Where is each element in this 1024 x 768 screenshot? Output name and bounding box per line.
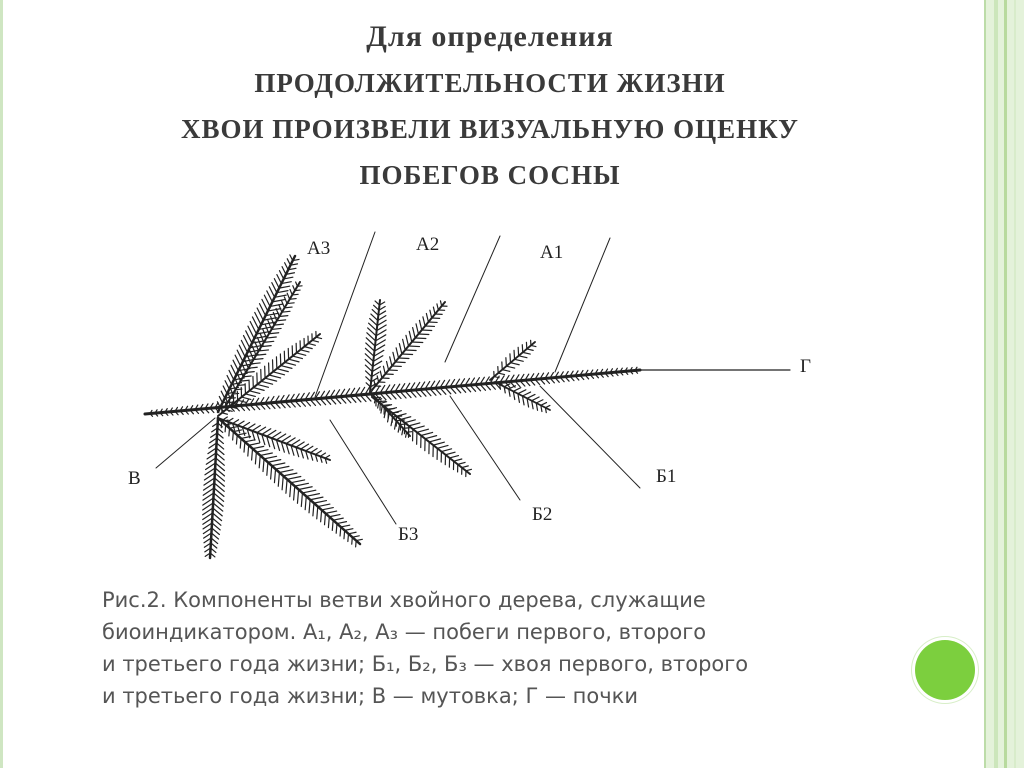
pine-needle (286, 438, 295, 444)
pine-needle (515, 359, 524, 361)
pine-needle (415, 338, 426, 339)
pine-needle (356, 539, 362, 540)
pine-needle (409, 331, 412, 342)
pine-needle (514, 350, 515, 359)
pine-needle (284, 307, 292, 308)
label-b3: Б3 (398, 524, 419, 545)
pine-needle (282, 267, 286, 275)
pine-needle (306, 494, 319, 497)
pine-needle (541, 403, 547, 406)
pine-needle (230, 398, 235, 399)
pine-needle (302, 490, 315, 493)
pine-needle (416, 324, 418, 334)
pine-needle (536, 400, 543, 403)
pine-needle (458, 462, 465, 464)
pine-needle (233, 360, 238, 371)
pine-needle (286, 479, 287, 493)
pine-needle (221, 391, 225, 398)
pine-needle (462, 466, 468, 468)
pine-needle (281, 436, 290, 442)
pine-needle (282, 311, 290, 312)
pine-needle (287, 293, 289, 299)
pine-needle (304, 347, 312, 349)
decorative-green-circle (915, 640, 975, 700)
pine-needle (283, 473, 297, 476)
pine-needle (403, 339, 406, 350)
pine-needle (379, 401, 385, 402)
pine-needle (374, 305, 379, 310)
pine-needle (296, 442, 304, 447)
pine-needle (405, 420, 416, 423)
pine-needle (276, 466, 289, 469)
pine-needle (340, 527, 341, 536)
caption-line-3: и третьего года жизни; Б₁, Б₂, Б₃ — хвоя первого, второго (102, 652, 749, 676)
pine-needle (356, 541, 357, 547)
pine-needle (396, 420, 404, 421)
pine-needle (500, 384, 501, 389)
caption-line-2: биоиндикатором. А₁, А₂, А₃ — побеги первого, второго (102, 620, 707, 644)
pine-needle (320, 453, 325, 456)
title-line-4: ПОБЕГОВ СОСНЫ (359, 160, 621, 190)
pine-needle (262, 429, 271, 435)
pine-needle (290, 255, 293, 261)
pine-needle (231, 365, 236, 375)
pine-needle (421, 432, 433, 435)
pine-needle (272, 463, 285, 466)
pine-needle (332, 520, 333, 530)
pine-needle (229, 370, 234, 380)
pine-needle (278, 472, 279, 486)
pine-needle (446, 452, 456, 455)
pine-needle (409, 423, 420, 426)
pine-needle (348, 534, 349, 542)
pine-needle (233, 432, 234, 440)
pine-needle (466, 469, 472, 470)
pine-needle (291, 440, 300, 446)
pine-needle (252, 426, 260, 431)
pine-needle (401, 417, 411, 420)
pine-needle (366, 371, 372, 377)
pine-needle (235, 355, 241, 366)
pine-needle (242, 423, 249, 428)
pine-needle (316, 337, 321, 338)
pine-needle (352, 537, 353, 544)
pine-needle (261, 381, 272, 384)
pine-needle (399, 358, 409, 359)
caption-line-1: Рис.2. Компоненты ветви хвойного дерева, служащие (102, 588, 706, 612)
pine-needle (272, 432, 281, 438)
pine-needle (272, 283, 277, 293)
title-line-2: ПРОДОЛЖИТЕЛЬНОСТИ ЖИЗНИ (254, 68, 726, 98)
pine-needle (227, 376, 232, 385)
pine-needle (377, 376, 378, 382)
pine-needle (290, 289, 292, 294)
pine-needle (295, 290, 300, 291)
pine-needle (393, 352, 395, 362)
pine-needle (259, 455, 260, 467)
pine-needle (387, 362, 389, 370)
pine-needle (383, 366, 385, 374)
label-a1: А1 (540, 242, 564, 263)
pine-needle (396, 348, 398, 358)
pine-needle (425, 436, 437, 439)
pine-needle (406, 432, 407, 437)
pine-needle (243, 376, 251, 377)
pine-needle (294, 486, 295, 500)
pine-needle (265, 378, 277, 381)
pine-needle (336, 524, 337, 534)
slide-left-border (0, 0, 12, 768)
pine-needle (315, 451, 321, 455)
pine-needle (518, 390, 526, 394)
pine-needle (247, 424, 255, 429)
pine-needle (523, 352, 530, 354)
label-a2: А2 (416, 234, 440, 255)
pine-needle (365, 365, 372, 371)
pine-needle (437, 445, 448, 448)
pine-needle (413, 426, 424, 429)
pine-needle (310, 497, 323, 500)
pine-needle (309, 500, 310, 513)
pine-needle (437, 304, 438, 310)
label-g: Г (800, 356, 811, 377)
pine-needle (245, 394, 255, 397)
pine-needle (267, 462, 268, 475)
pine-needle (450, 456, 459, 458)
pine-needle (386, 408, 394, 409)
pine-needle (371, 314, 378, 320)
pine-needle (337, 522, 347, 524)
pine-needle (233, 420, 239, 424)
pine-needle (301, 444, 309, 449)
second-whorl-lower (372, 394, 410, 436)
pine-needle (399, 344, 401, 354)
label-b1: Б1 (656, 466, 677, 487)
pine-needle (249, 443, 260, 445)
pine-needle (423, 317, 425, 326)
pine-needle (291, 480, 305, 483)
pine-needle (545, 408, 546, 413)
pine-needle (325, 455, 329, 458)
pine-needle (341, 525, 350, 527)
label-v: В (128, 468, 141, 489)
slide-right-border (984, 0, 1024, 768)
pine-needle (299, 487, 313, 490)
pine-needle (417, 429, 429, 432)
pine-needle (405, 350, 416, 351)
pine-needle (441, 449, 451, 452)
pine-needle (506, 366, 514, 368)
pine-needle (269, 287, 274, 298)
pine-needle (256, 450, 268, 452)
pine-needle (277, 275, 282, 284)
pine-needle (426, 314, 428, 322)
pine-needle (293, 356, 303, 359)
pine-branch-figure (100, 222, 880, 572)
pine-needle (277, 369, 288, 372)
pine-needle (296, 282, 298, 286)
pine-needle (274, 279, 279, 289)
border-stripe (1014, 0, 1016, 768)
pine-needle (527, 349, 533, 350)
pine-needle (433, 442, 444, 445)
pine-needle (395, 421, 397, 429)
pine-needle (308, 343, 315, 345)
pine-needle (297, 490, 298, 504)
pine-needle (238, 385, 245, 386)
pine-needle (219, 396, 222, 402)
pine-needle (413, 328, 415, 338)
pine-needle (532, 397, 539, 401)
pine-needle (289, 359, 299, 362)
pine-needle (440, 301, 441, 306)
label-leader-b2 (450, 396, 520, 500)
pine-needle (389, 412, 398, 413)
slide-title (60, 14, 920, 198)
pine-needle (223, 386, 227, 394)
pine-needle (498, 373, 504, 374)
pine-needle (345, 529, 353, 531)
pine-needle (430, 310, 432, 318)
pine-needle (412, 342, 423, 343)
pine-needle (276, 434, 285, 440)
pine-needle (284, 297, 287, 304)
pine-needle (418, 334, 428, 335)
pine-needle (311, 448, 318, 452)
pine-needle (242, 397, 251, 399)
label-leader-a1 (555, 238, 610, 372)
pine-needle (292, 294, 298, 295)
pine-needle (372, 310, 378, 316)
border-stripe (1004, 0, 1007, 768)
pine-needle (257, 427, 266, 433)
pine-needle (398, 425, 399, 433)
pine-needle (222, 413, 227, 414)
title-line-1: Для определения (366, 20, 614, 53)
pine-needle (454, 459, 462, 461)
pine-needle (229, 428, 230, 436)
pine-needle (267, 430, 276, 436)
pine-needle (225, 425, 226, 432)
pine-needle (287, 303, 294, 304)
pine-needle (325, 513, 326, 524)
pine-needle (279, 470, 293, 473)
pine-needle (274, 469, 275, 483)
pine-needle (279, 271, 283, 279)
pine-needle (241, 380, 249, 381)
pine-needle (318, 504, 330, 506)
pine-needle (240, 438, 241, 448)
border-stripe (994, 0, 998, 768)
pine-needle (403, 428, 409, 429)
pine-needle (352, 536, 359, 537)
pine-needle (249, 391, 259, 394)
pine-needle (273, 372, 285, 375)
pine-needle (322, 508, 334, 510)
pine-needle (285, 362, 296, 365)
pine-needle (293, 286, 295, 291)
pine-needle (253, 446, 264, 448)
pine-needle (290, 483, 291, 497)
pine-needle (545, 405, 549, 407)
pine-needle (245, 440, 255, 442)
pine-needle (333, 518, 343, 520)
label-leader-a2 (445, 236, 500, 362)
pine-needle (513, 388, 520, 392)
pine-needle (321, 510, 322, 522)
pine-needle (344, 530, 345, 538)
pine-needle (419, 320, 421, 330)
pine-needle (502, 370, 509, 372)
pine-needle (402, 428, 403, 434)
pine-needle (406, 335, 409, 346)
pine-needle (400, 424, 408, 425)
pine-needle (260, 453, 272, 455)
pine-needle (287, 476, 301, 479)
pine-needle (263, 459, 264, 472)
figure-caption (102, 584, 862, 712)
pine-needle (325, 511, 336, 513)
pine-branch-drawing (100, 222, 880, 572)
pine-needle (300, 350, 309, 352)
pine-needle (264, 456, 276, 459)
pine-needle (328, 517, 329, 528)
pine-needle (296, 353, 305, 355)
pine-needle (301, 493, 302, 507)
pine-needle (510, 354, 511, 363)
pine-needle (287, 259, 290, 265)
pine-needle (290, 299, 296, 300)
pine-needle (527, 394, 535, 398)
pine-needle (312, 340, 318, 342)
label-leader-b3 (330, 420, 396, 524)
pine-needle (519, 356, 527, 358)
pine-needle (433, 307, 435, 314)
pine-needle (305, 496, 306, 509)
pine-needle (225, 381, 229, 389)
pine-needle (429, 439, 440, 442)
pine-needle (285, 263, 289, 270)
title-line-3: ХВОИ ПРОИЗВЕЛИ ВИЗУАЛЬНУЮ ОЦЕНКУ (181, 114, 799, 144)
pine-needle (317, 507, 318, 519)
pine-needle (257, 384, 268, 387)
pine-needle (244, 442, 245, 452)
pine-needle (267, 291, 273, 302)
pine-needle (306, 446, 313, 451)
pine-needle (329, 515, 340, 517)
pine-needle (409, 346, 420, 347)
pine-needle (248, 445, 249, 456)
pine-needle (268, 460, 281, 463)
pine-needle (393, 416, 402, 417)
pine-needle (380, 371, 382, 378)
pine-needle (295, 483, 309, 486)
pine-needle (237, 421, 244, 425)
pine-needle (226, 410, 232, 412)
label-b2: Б2 (532, 504, 553, 525)
pine-needle (255, 452, 256, 464)
pine-needle (523, 392, 531, 396)
pine-needle (390, 357, 392, 366)
pine-needle (510, 363, 519, 365)
pine-needle (381, 405, 382, 413)
pine-needle (223, 417, 227, 420)
pine-needle (282, 476, 283, 490)
pine-needle (269, 375, 281, 378)
pine-needle (236, 435, 237, 444)
whorl-shoot-lower-right (218, 418, 330, 460)
pine-needle (281, 366, 292, 369)
pine-needle (314, 501, 326, 504)
pine-needle (252, 449, 253, 460)
pine-needle (531, 345, 536, 346)
pine-needle (313, 503, 314, 516)
pine-needle (382, 405, 390, 406)
label-leader-v (156, 418, 215, 468)
label-leader-b1 (540, 386, 640, 488)
caption-line-4: и третьего года жизни; В — мутовка; Г — почки (102, 684, 638, 708)
pine-needle (366, 377, 371, 382)
label-a3: А3 (307, 238, 331, 259)
pine-needle (391, 417, 393, 426)
pine-needle (253, 388, 264, 391)
pine-needle (271, 466, 272, 479)
pine-needle (348, 532, 356, 534)
pine-needle (402, 354, 413, 355)
